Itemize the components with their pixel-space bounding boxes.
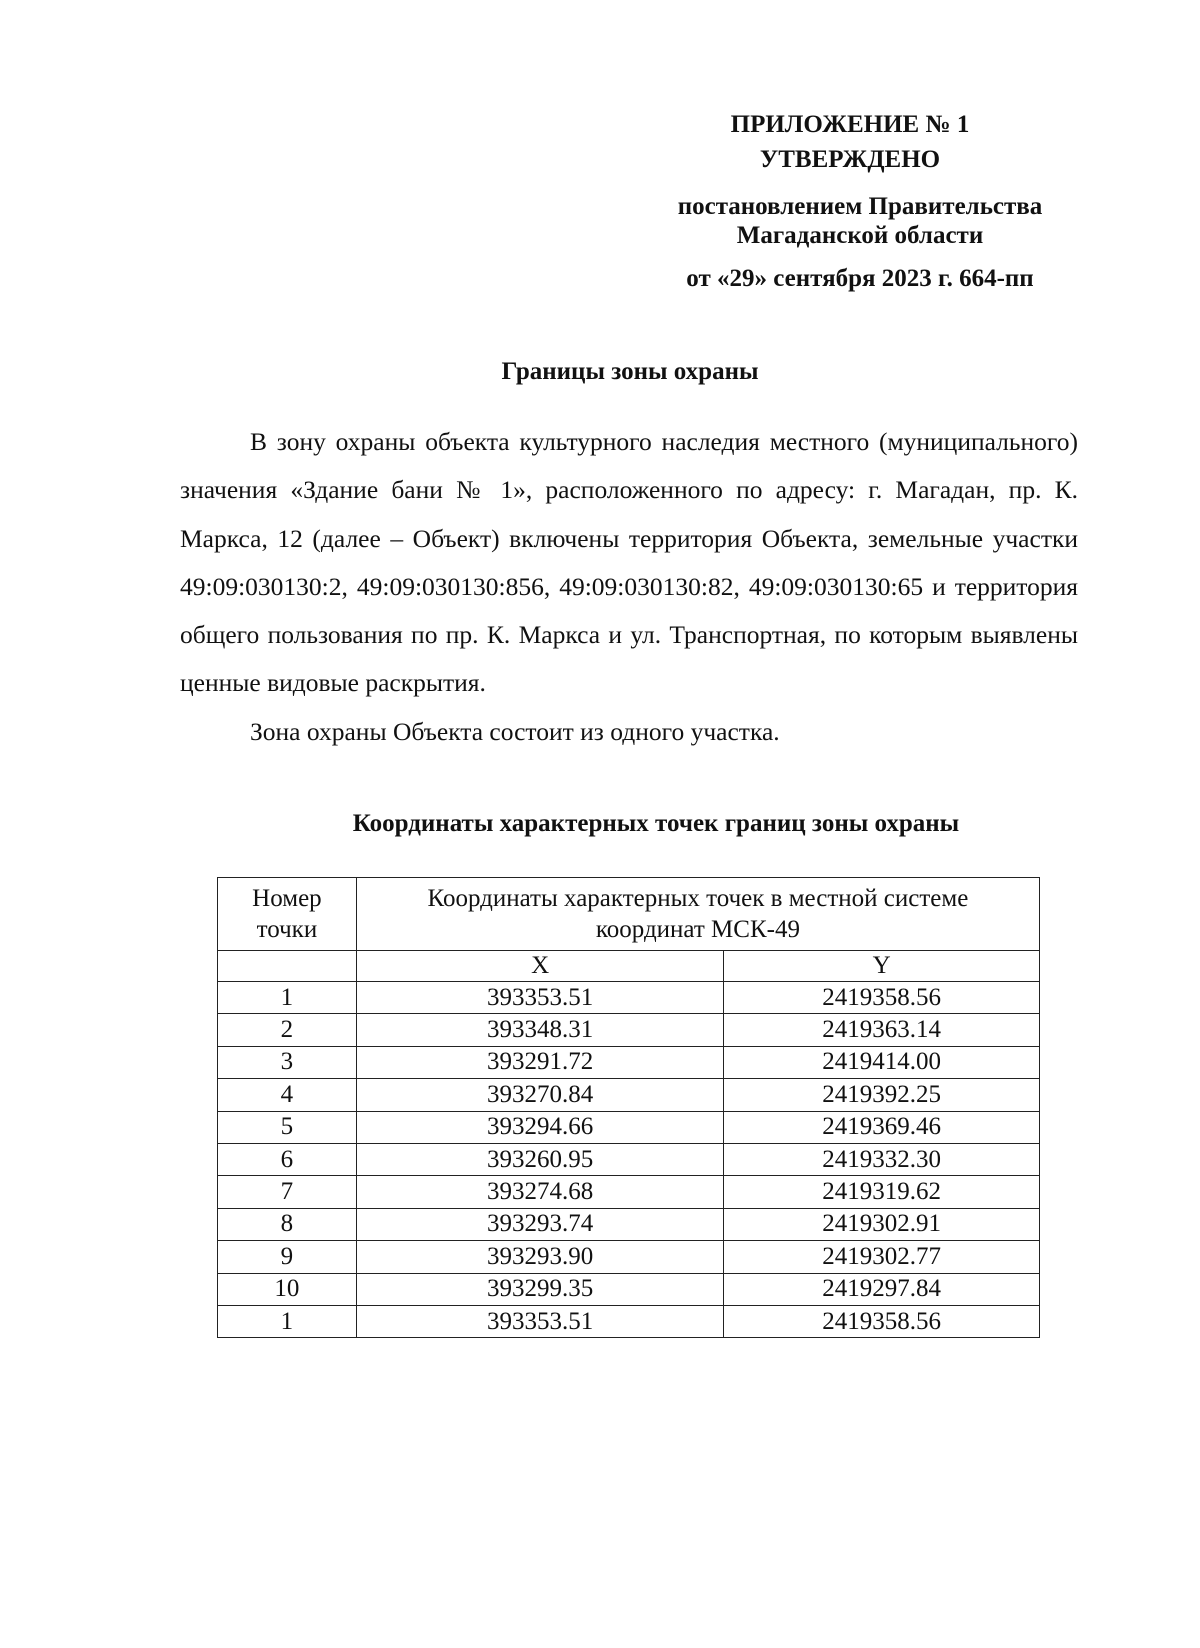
x-coordinate-cell: 393299.35 [356,1273,724,1305]
appendix-label: ПРИЛОЖЕНИЕ № 1 [730,111,970,138]
coordinates-table [217,877,1040,1338]
x-coordinate-cell: 393348.31 [356,1014,724,1046]
y-coordinate-cell: 2419302.77 [724,1241,1040,1273]
y-coordinate-cell: 2419358.56 [724,982,1040,1014]
x-coordinate-cell: 393353.51 [356,1305,724,1337]
table-row [218,1143,1040,1175]
y-coordinate-cell: 2419414.00 [724,1046,1040,1078]
x-coordinate-cell: 393294.66 [356,1111,724,1143]
table-row [218,1111,1040,1143]
document-title: Границы зоны охраны [501,358,759,385]
table-row [218,1014,1040,1046]
paragraph-zone-description: В зону охраны объекта культурного наследия местного (муниципального) значения «Здание бани № 1», расположенного по адресу: г. Магадан, пр. К. Маркса, 12 (далее – Объект) включены территория Объекта, земельные участки 49:09:030130:2, 49:09:030130:856, 49:09:030130:82, 49:09:030130:65 и территория общего пользования по пр. К. Маркса и ул. Транспортная, по которым выявлены ценные видовые раскрытия. [180,427,1078,698]
point-number-cell: 9 [218,1241,357,1273]
point-number-cell: 3 [218,1046,357,1078]
table-row [218,982,1040,1014]
y-coordinate-cell: 2419332.30 [724,1143,1040,1175]
coordinates-header [356,878,1039,951]
approved-label: УТВЕРЖДЕНО [759,146,941,173]
point-number-cell: 6 [218,1143,357,1175]
y-coordinate-cell: 2419369.46 [724,1111,1040,1143]
point-number-cell: 5 [218,1111,357,1143]
table-row [218,1208,1040,1240]
coordinates-header-line-1: Координаты характерных точек в местной системе [427,885,969,912]
table-title: Координаты характерных точек границ зоны охраны [352,810,960,837]
table-row [218,1241,1040,1273]
decree-date: от «29» сентября 2023 г. 664-пп [686,265,1034,292]
point-number-cell: 7 [218,1176,357,1208]
table-row [218,1273,1040,1305]
y-coordinate-cell: 2419302.91 [724,1208,1040,1240]
x-coordinate-cell: 393270.84 [356,1079,724,1111]
decree-line-1: постановлением Правительства [677,193,1043,220]
point-number-cell: 4 [218,1079,357,1111]
x-coordinate-cell: 393293.90 [356,1241,724,1273]
coordinates-header-line-2: координат МСК-49 [595,916,800,943]
table-header-row [218,878,1040,951]
body-text [180,418,1078,756]
point-number-cell: 1 [218,1305,357,1337]
x-coordinate-cell: 393293.74 [356,1208,724,1240]
y-coordinate-cell: 2419297.84 [724,1273,1040,1305]
x-coordinate-cell: 393260.95 [356,1143,724,1175]
x-coordinate-cell: 393353.51 [356,982,724,1014]
point-number-header-line-2: точки [256,916,318,943]
point-number-cell: 1 [218,982,357,1014]
table-row [218,1176,1040,1208]
point-number-cell: 10 [218,1273,357,1305]
x-coordinate-cell: 393291.72 [356,1046,724,1078]
table-subheader-row [218,951,1040,982]
x-coordinate-cell: 393274.68 [356,1176,724,1208]
y-coordinate-cell: 2419319.62 [724,1176,1040,1208]
y-coordinate-cell: 2419392.25 [724,1079,1040,1111]
x-header: X [356,951,724,982]
point-number-cell: 2 [218,1014,357,1046]
y-coordinate-cell: 2419363.14 [724,1014,1040,1046]
empty-subheader-cell [218,951,357,982]
point-number-header-line-1: Номер [252,885,322,912]
y-header: Y [724,951,1040,982]
y-coordinate-cell: 2419358.56 [724,1305,1040,1337]
table-row [218,1079,1040,1111]
decree-line-2: Магаданской области [736,222,984,249]
table-row [218,1305,1040,1337]
point-number-header [218,878,357,951]
paragraph-zone-composition: Зона охраны Объекта состоит из одного участка. [250,716,780,746]
table-row [218,1046,1040,1078]
approval-block [640,110,1080,293]
point-number-cell: 8 [218,1208,357,1240]
